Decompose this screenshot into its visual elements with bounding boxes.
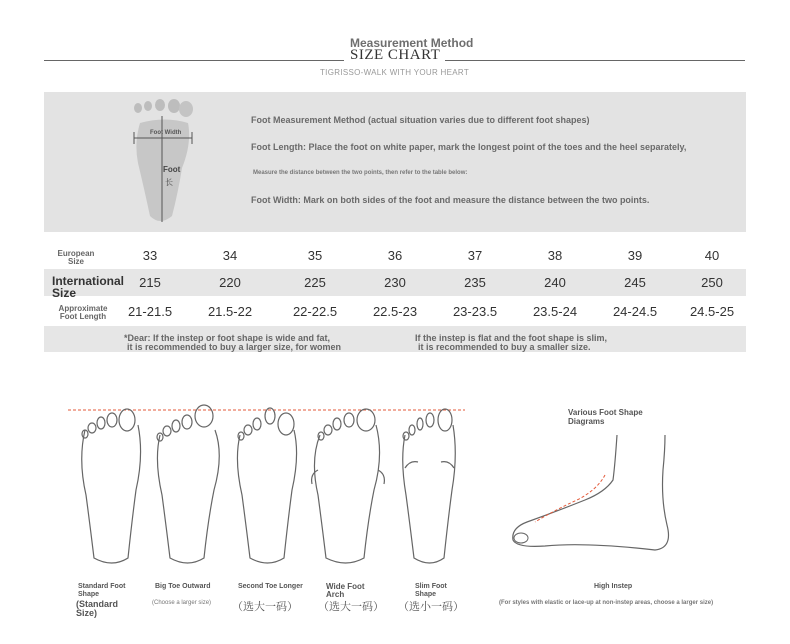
- table-cell: 39: [627, 248, 643, 263]
- label-high-instep: High Instep: [594, 583, 633, 590]
- table-row-foot-length: [44, 298, 746, 325]
- table-cell: 22-22.5: [292, 304, 338, 319]
- note-right-2: it is recommended to buy a smaller size.: [418, 342, 591, 352]
- foot-label: Foot: [163, 165, 181, 174]
- label-second-toe-longer: Second Toe Longer: [238, 583, 303, 590]
- table-cell: 250: [701, 275, 723, 290]
- header-rule-right: [445, 60, 745, 61]
- table-cell: 21-21.5: [127, 304, 173, 319]
- row-label-european: European Size: [57, 249, 95, 266]
- table-cell: 215: [139, 275, 161, 290]
- table-row-european: [44, 242, 746, 269]
- note-right-1: If the instep is flat and the foot shape is slim,: [415, 333, 608, 343]
- sub-standard-foot: (Standard Size): [76, 599, 119, 618]
- table-cell: 220: [219, 275, 241, 290]
- table-cell: 24-24.5: [612, 304, 658, 319]
- label-wide-foot-arch: Wide Foot Arch: [326, 582, 365, 599]
- table-cell: 23-23.5: [452, 304, 498, 319]
- note-left-2: it is recommended to buy a larger size, for women: [127, 342, 342, 352]
- sub-high-instep: (For styles with elastic or lace-up at non-instep areas, choose a larger size): [499, 600, 714, 606]
- table-cell: 245: [624, 275, 646, 290]
- foot-shapes-illustration: [60, 400, 470, 570]
- label-standard-foot: Standard Foot Shape: [78, 583, 126, 598]
- table-cell: 35: [307, 248, 323, 263]
- foot-width-label: Foot Width: [150, 130, 182, 136]
- table-cell: 36: [387, 248, 403, 263]
- table-cell: 235: [464, 275, 486, 290]
- label-big-toe-outward: Big Toe Outward: [155, 583, 211, 590]
- header-title: Measurement Method: [350, 36, 474, 50]
- high-instep-illustration: [505, 430, 675, 560]
- guide-line-length: Foot Length: Place the foot on white paper, mark the longest point of the toes and the heel separately,: [251, 142, 687, 152]
- sub-slim-foot-shape: （选小一码）: [398, 601, 464, 613]
- foot-measure-icon: [120, 98, 220, 226]
- table-cell: 22.5-23: [372, 304, 418, 319]
- note-left-1: *Dear: If the instep or foot shape is wide and fat,: [124, 333, 331, 343]
- brand-slogan: TIGRISSO-WALK WITH YOUR HEART: [320, 68, 470, 77]
- guide-line-measure: Measure the distance between the two points, then refer to the table below:: [253, 170, 468, 176]
- diagrams-title: Various Foot Shape Diagrams: [568, 408, 643, 426]
- table-cell: 34: [222, 248, 238, 263]
- table-cell: 240: [544, 275, 566, 290]
- row-label-foot-length: Approximate Foot Length: [58, 304, 108, 321]
- foot-length-char: 长: [165, 178, 173, 187]
- table-cell: 38: [547, 248, 563, 263]
- table-cell: 21.5-22: [207, 304, 253, 319]
- row-label-international: International Size: [52, 274, 125, 300]
- size-advice-note: [44, 326, 746, 352]
- label-slim-foot-shape: Slim Foot Shape: [415, 583, 447, 598]
- sub-wide-foot-arch: （选大一码）: [318, 601, 384, 613]
- header-subtitle: SIZE CHART: [350, 47, 441, 63]
- guide-line-method: Foot Measurement Method (actual situation varies due to different foot shapes): [251, 115, 590, 125]
- table-row-international: [44, 269, 746, 300]
- table-cell: 33: [142, 248, 158, 263]
- guide-line-width: Foot Width: Mark on both sides of the foot and measure the distance between the two points.: [251, 195, 650, 205]
- table-cell: 230: [384, 275, 406, 290]
- table-cell: 40: [704, 248, 720, 263]
- table-cell: 37: [467, 248, 483, 263]
- sub-big-toe-outward: (Choose a larger size): [152, 600, 212, 606]
- table-cell: 23.5-24: [532, 304, 578, 319]
- table-cell: 24.5-25: [689, 304, 735, 319]
- sub-second-toe-longer: （选大一码）: [232, 601, 298, 613]
- header-rule-left: [44, 60, 344, 61]
- table-cell: 225: [304, 275, 326, 290]
